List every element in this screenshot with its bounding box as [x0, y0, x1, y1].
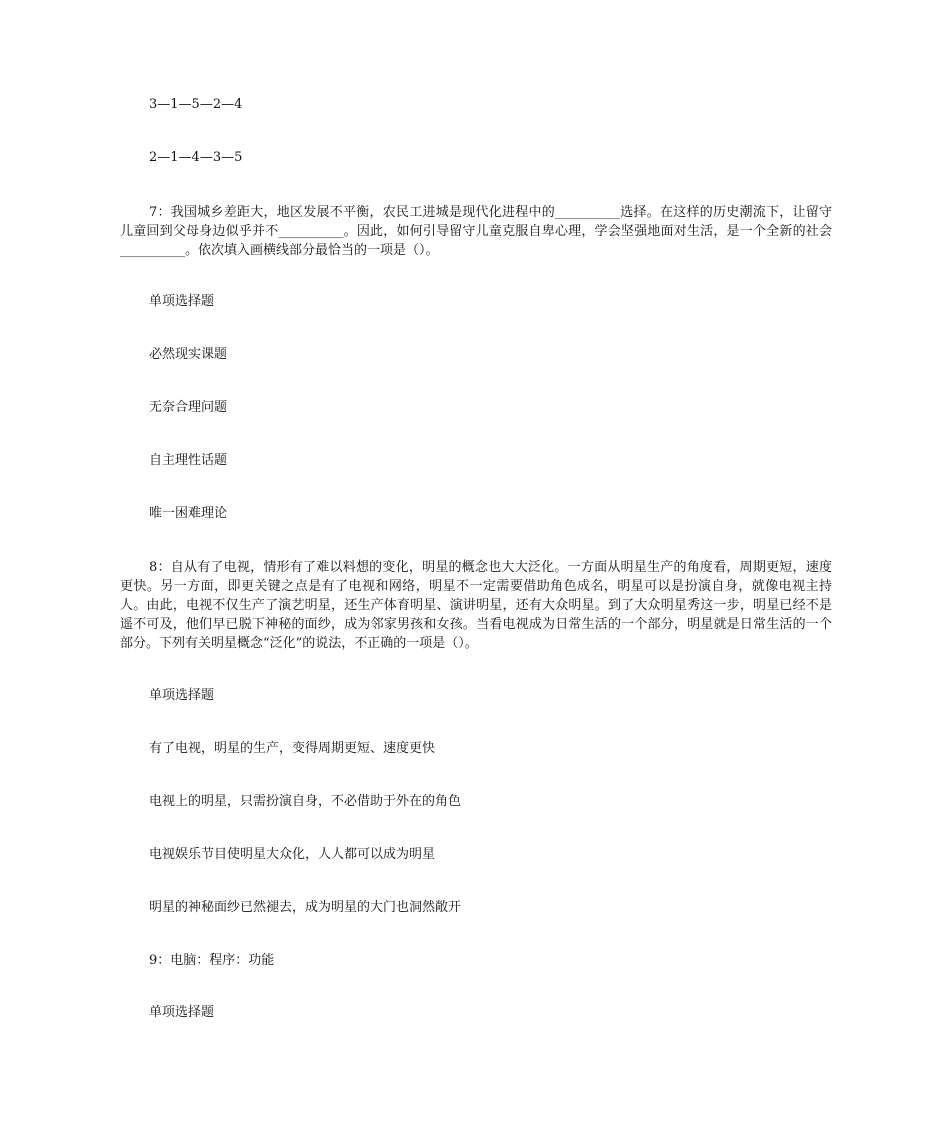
option-sequence-b: 2—1—4—3—5: [149, 150, 243, 165]
question-8-option-d: 明星的神秘面纱已然褪去，成为明星的大门也洞然敞开: [149, 900, 462, 915]
question-7-text: 7：我国城乡差距大，地区发展不平衡，农民工进城是现代化进程中的__________选择。在这样的历史潮流下，让留守儿童回到父母身边似乎并不__________。因此，如何引导留守儿童克服自卑心理，学会坚强地面对生活，是一个全新的社会__________。依次填入画横线部分最恰当的一项是（）。: [120, 205, 832, 258]
question-9-text: 9：电脑：程序：功能: [149, 953, 275, 968]
question-7-option-a: 必然现实课题: [149, 347, 228, 362]
question-7-type: 单项选择题: [149, 294, 215, 309]
question-8-option-c: 电视娱乐节目使明星大众化，人人都可以成为明星: [149, 847, 436, 862]
question-8-type: 单项选择题: [149, 688, 215, 703]
question-8-option-a: 有了电视，明星的生产，变得周期更短、速度更快: [149, 741, 436, 756]
question-8-option-b: 电视上的明星，只需扮演自身，不必借助于外在的角色: [149, 794, 462, 809]
question-8-text: 8：自从有了电视，情形有了难以料想的变化，明星的概念也大大泛化。一方面从明星生产的角度看，周期更短，速度更快。另一方面，即更关键之点是有了电视和网络，明星不一定需要借助角色成名，明星可以是扮演自身，就像电视主持人。由此，电视不仅生产了演艺明星，还生产体育明星、演讲明星，还有大众明星。到了大众明星秀这一步，明星已经不是遥不可及，他们早已脱下神秘的面纱，成为邻家男孩和女孩。当看电视成为日常生活的一个部分，明星就是日常生活的一个部分。下列有关明星概念“泛化”的说法，不正确的一项是（）。: [120, 560, 832, 651]
option-sequence-a: 3—1—5—2—4: [149, 97, 243, 112]
question-7-option-b: 无奈合理问题: [149, 400, 228, 415]
question-7-option-d: 唯一困难理论: [149, 506, 228, 521]
question-7-option-c: 自主理性话题: [149, 453, 228, 468]
question-9-type: 单项选择题: [149, 1005, 215, 1020]
